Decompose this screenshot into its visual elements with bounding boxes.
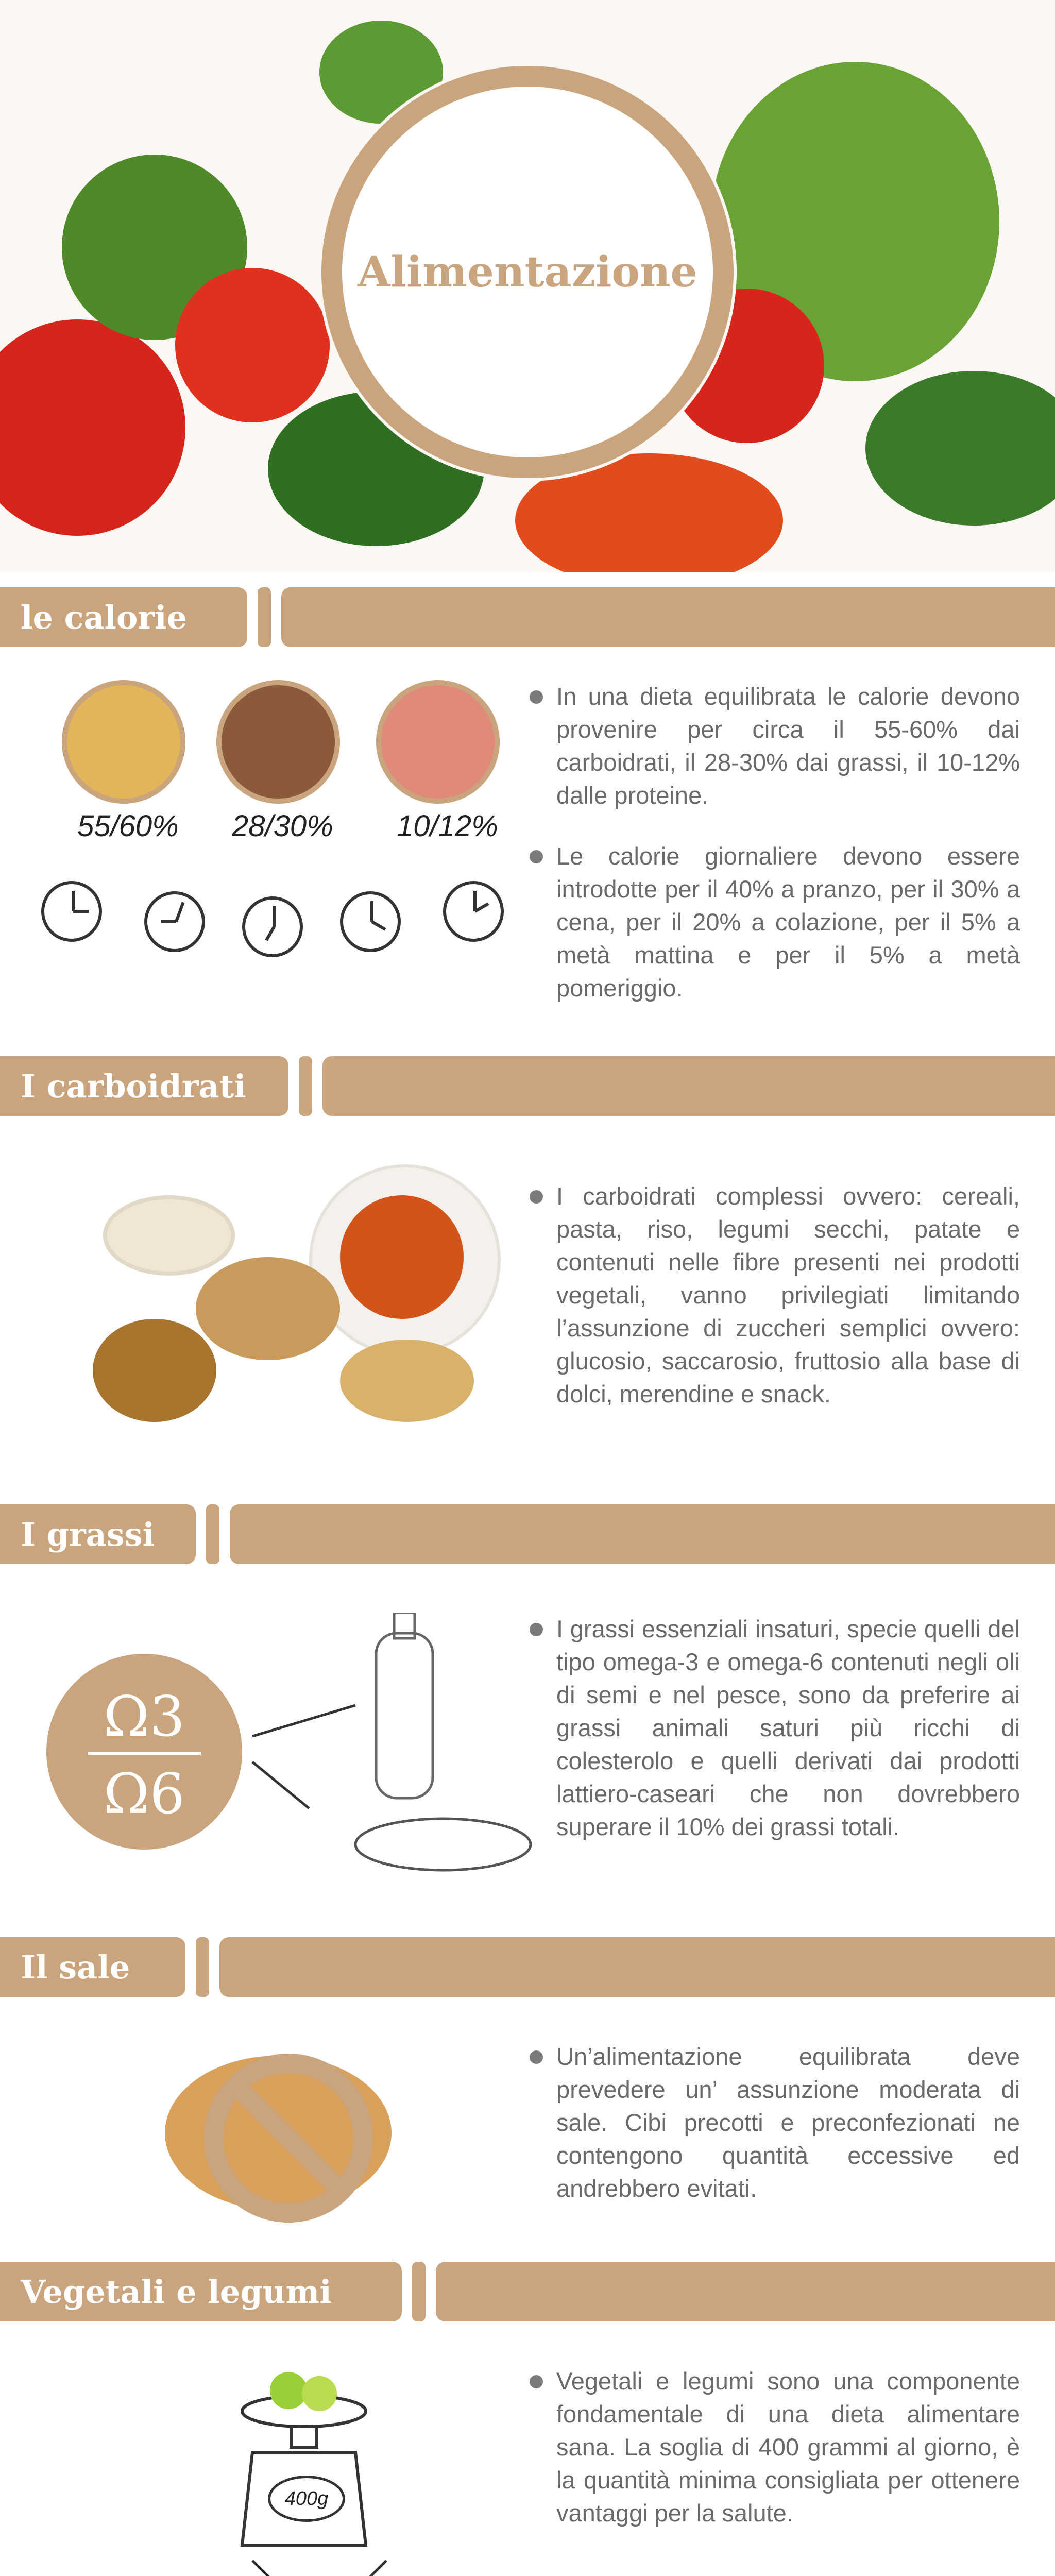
section-header-vegetali	[0, 2262, 1055, 2321]
prohibited-icon	[201, 2050, 376, 2226]
percentage-proteins: 10/12%	[397, 809, 498, 843]
pepper-image	[0, 319, 185, 536]
rice-bowl-image	[103, 1195, 235, 1276]
section-header-sale	[0, 1937, 1055, 1997]
clock-icon	[340, 891, 401, 952]
legumes-image	[93, 1319, 216, 1422]
omega-sources-illustration	[247, 1613, 536, 1880]
bullet-text: In una dieta equilibrata le calorie devono provenire per circa il 55-60% dai carboidrati, il 28-30% dai grassi, il 10-12% dalle proteine.	[556, 680, 1020, 812]
bullet-text: I grassi essenziali insaturi, specie quelli del tipo omega-3 e omega-6 contenuti negli oli di semi e nel pesce, sono da preferire ai grassi animali saturi più ricchi di colesterolo e quelli derivati dai prodotti lattiero-caseari che non dovrebbero superare il 10% dei grassi totali.	[556, 1613, 1020, 1843]
section-title: I grassi	[21, 1515, 155, 1553]
fiber-illustration	[144, 2555, 433, 2576]
potatoes-image	[340, 1340, 474, 1422]
nuts-photo	[216, 680, 340, 804]
tomato-image	[175, 268, 330, 422]
hero-banner	[0, 0, 1055, 572]
cereals-photo	[62, 680, 185, 804]
clock-icon	[443, 881, 504, 942]
meat-photo	[376, 680, 500, 804]
page-title: Alimentazione	[358, 247, 697, 297]
percentage-fats: 28/30%	[232, 809, 333, 843]
section-header-grassi	[0, 1504, 1055, 1564]
scale-weight-label: 400g	[268, 2476, 345, 2522]
percentage-carbs: 55/60%	[77, 809, 179, 843]
section-header-carboidrati	[0, 1056, 1055, 1116]
scale-illustration	[222, 2370, 386, 2555]
pasta-image	[340, 1195, 464, 1319]
clock-icon	[144, 891, 205, 952]
omega-6-label: Ω6	[103, 1762, 185, 1826]
clock-icon	[41, 881, 102, 942]
title-badge	[321, 66, 734, 478]
bullet-text: Vegetali e legumi sono una componente fondamentale di una dieta alimentare sana. La soglia di 400 grammi al giorno, è la quantità minima consigliata per ottenere vantaggi per la salute.	[556, 2365, 1020, 2530]
section-title: I carboidrati	[21, 1067, 246, 1105]
bullet-text: Un’alimentazione equilibrata deve prevedere un’ assunzione moderata di sale. Cibi precotti e preconfezionati ne contengono quantità eccessive ed andrebbero evitati.	[556, 2040, 1020, 2205]
section-title: Il sale	[21, 1948, 130, 1986]
omega-badge	[46, 1654, 242, 1850]
cucumber-image	[865, 371, 1055, 526]
bullet-text: I carboidrati complessi ovvero: cereali, pasta, riso, legumi secchi, patate e contenuti nelle fibre presenti nei prodotti vegetali, vanno privilegiati limitando l’assunzione di zuccheri semplici ovvero: glucosio, saccarosio, fruttosio alla base di dolci, merendine e snack.	[556, 1180, 1020, 1411]
bullet-text: Le calorie giornaliere devono essere introdotte per il 40% a pranzo, per il 30% a cena, per il 20% a colazione, per il 5% a metà mattina e per il 5% a metà pomeriggio.	[556, 840, 1020, 1005]
omega-3-label: Ω3	[103, 1685, 185, 1749]
clock-icon	[242, 896, 303, 957]
grains-image	[196, 1257, 340, 1360]
section-header-calorie	[0, 587, 1055, 647]
section-title: Vegetali e legumi	[21, 2273, 332, 2311]
section-title: le calorie	[21, 598, 188, 636]
